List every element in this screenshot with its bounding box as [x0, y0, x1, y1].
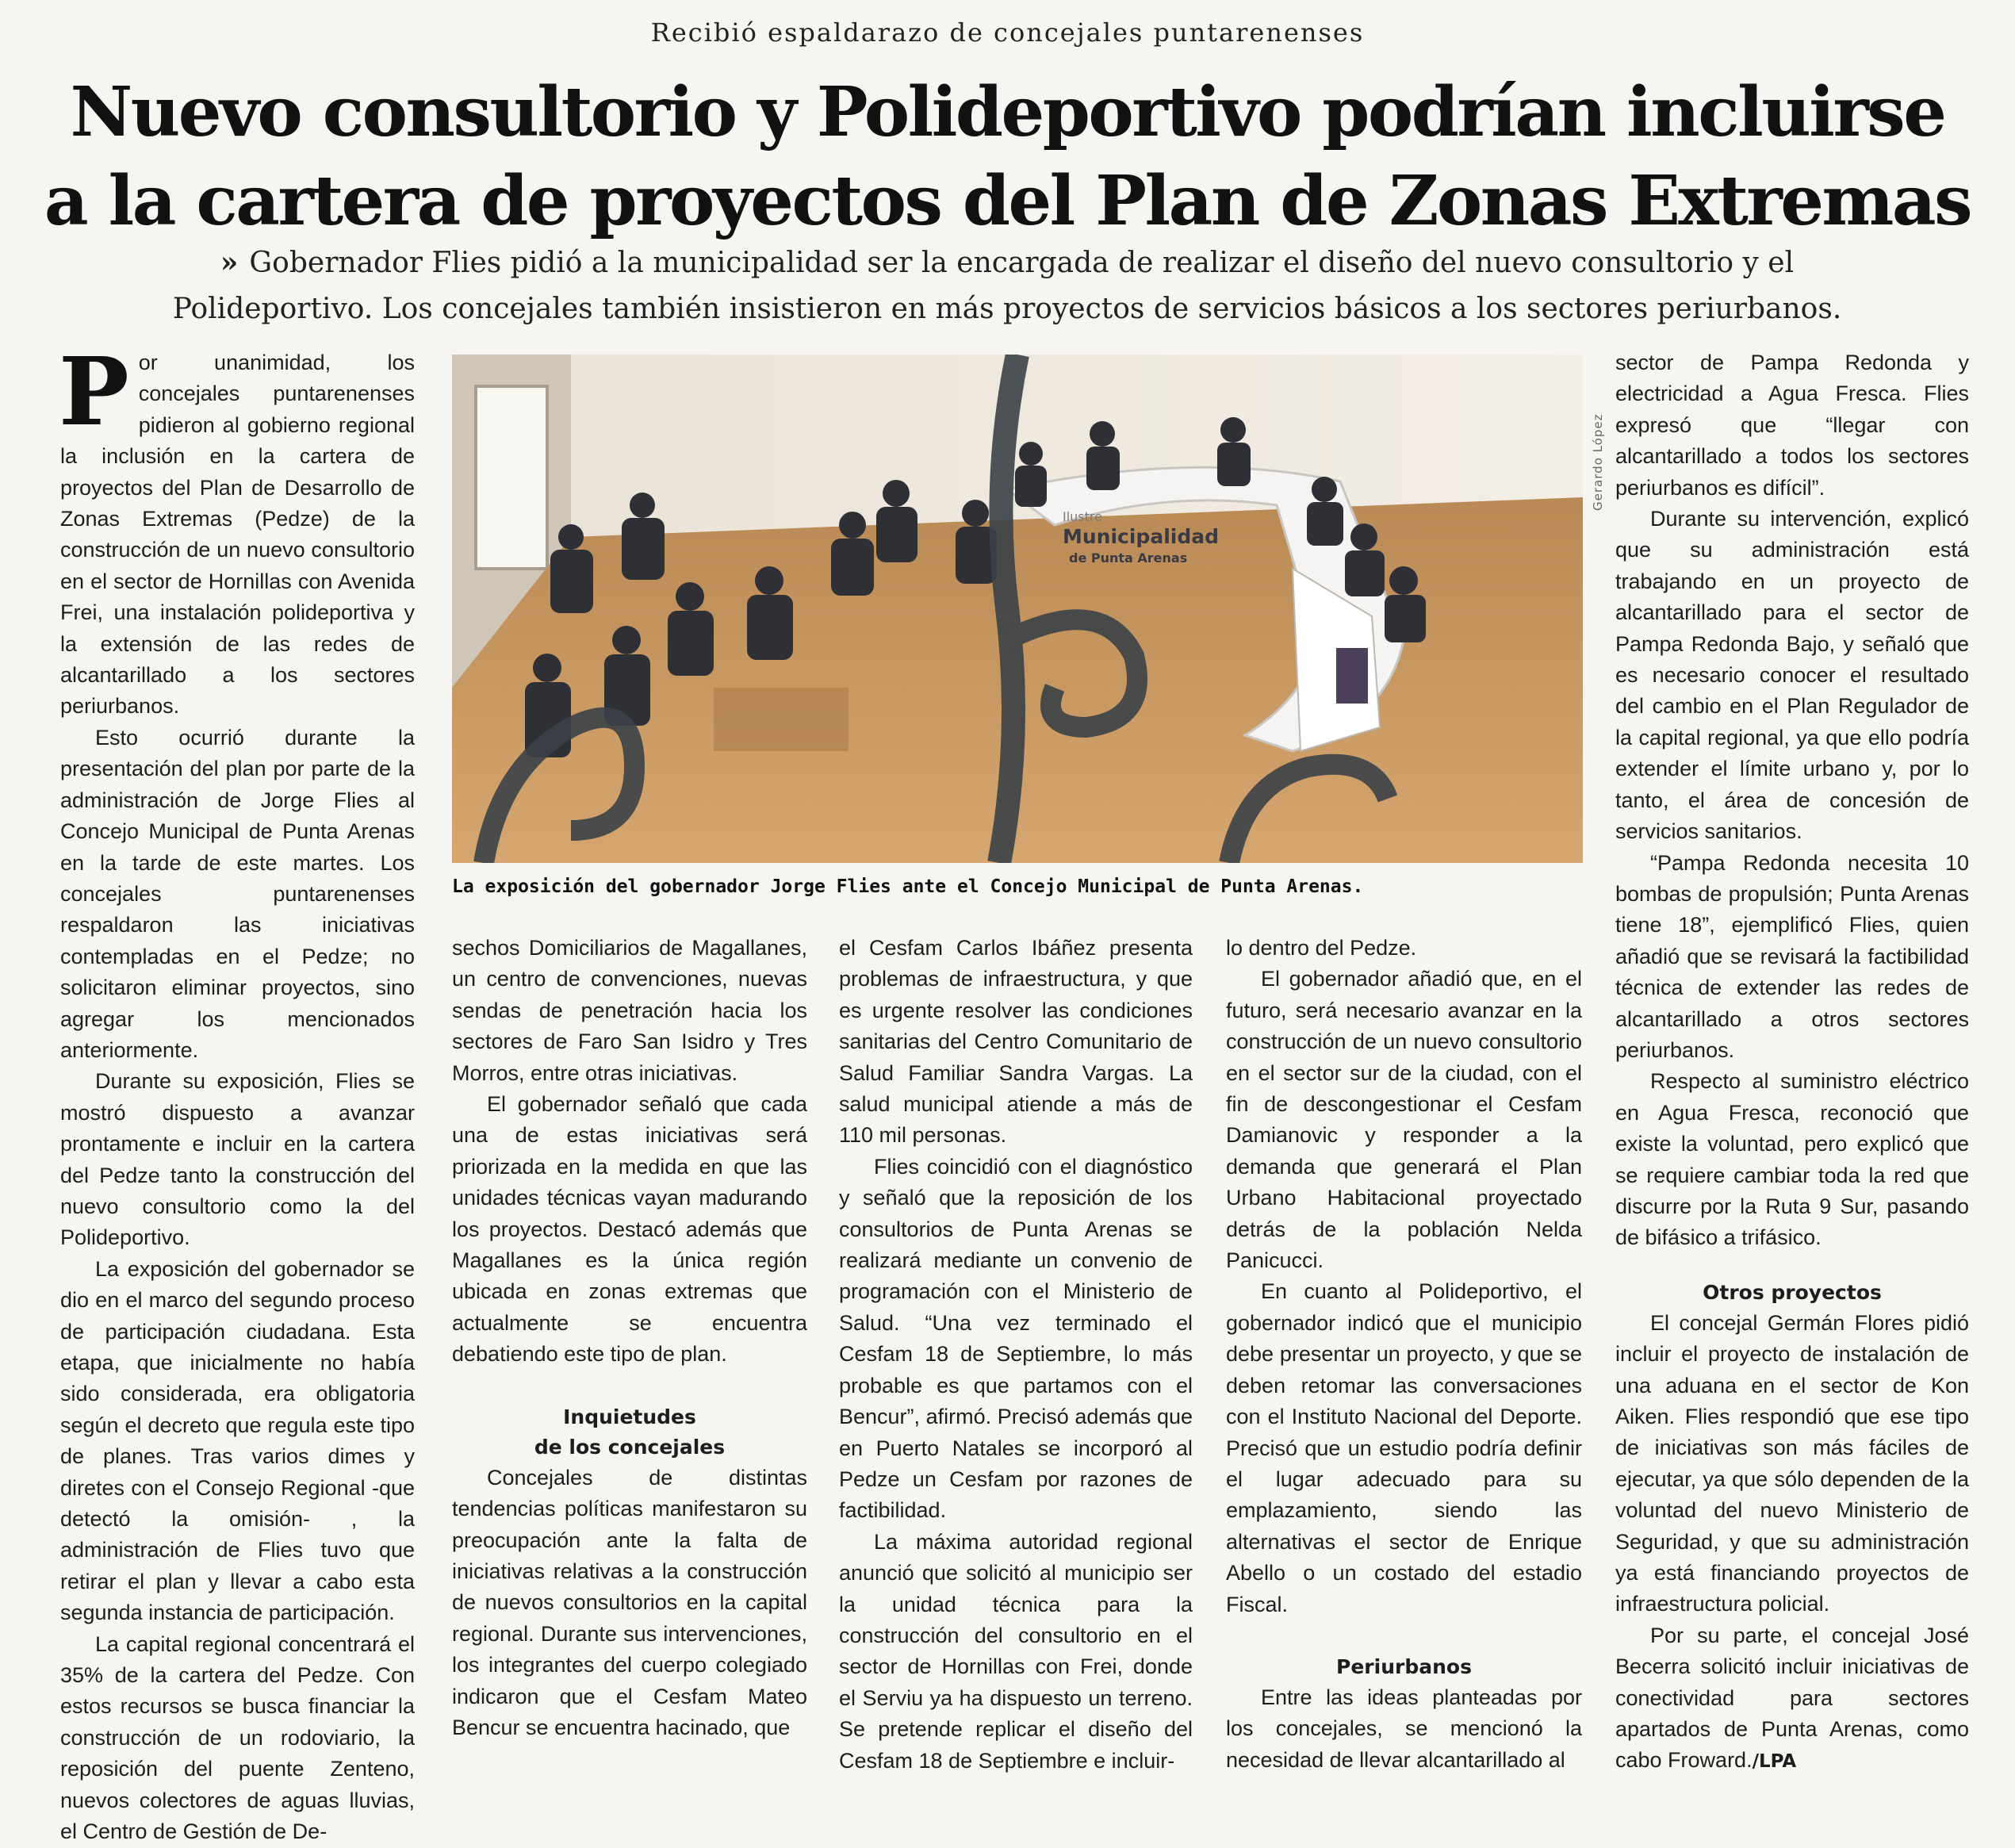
- window: [476, 386, 547, 569]
- paragraph: En cuanto al Polideportivo, el gobernador indicó que el municipio debe presentar un proyecto, y que se deben retomar las conversaciones con el Instituto Nacional del Deporte. Precisó que un estudio podría definir el lugar adecuado para su emplazamiento, siendo las alternativas el sector de Enrique Abello o un costado del estadio Fiscal.: [1226, 1279, 1582, 1616]
- headline: [32, 68, 1983, 246]
- photo-illustration: [452, 355, 1583, 863]
- article-photo: [452, 355, 1583, 863]
- body-column-2: [452, 933, 807, 1743]
- paragraph: sector de Pampa Redonda y electricidad a Agua Fresca. Flies expresó que “llegar con alcantarillado a todos los sectores periurbanos es difícil”.: [1615, 351, 1969, 500]
- deck-chevron-icon: »: [220, 246, 239, 279]
- subheading-line: de los concejales: [534, 1435, 726, 1459]
- banner-text-1: Ilustre: [1063, 509, 1102, 524]
- photo-credit: Gerardo López: [1591, 413, 1605, 511]
- photo-caption: La exposición del gobernador Jorge Flies ante el Concejo Municipal de Punta Arenas.: [452, 876, 1364, 897]
- panel-logo: [1336, 648, 1368, 704]
- paragraph: La exposición del gobernador se dio en el marco del segundo proceso de participación ciudadana. Esta etapa, que inicialmente no había sido considerada, era obligatoria según el decreto que regula este tipo de planes. Tras varios dimes y diretes con el Consejo Regional -que detectó la omisión- , la administración de Flies tuvo que retirar el plan y llevar a cabo esta segunda instancia de participación.: [60, 1256, 415, 1625]
- banner-text-3: de Punta Arenas: [1069, 550, 1188, 566]
- paragraph: “Pampa Redonda necesita 10 bombas de propulsión; Punta Arenas tiene 18”, ejemplificó Flies, quien añadió que se revisará la factibilidad técnica de extender las redes de alcantarillado a otros sectores periurbanos.: [1615, 850, 1969, 1062]
- body-column-1: [59, 336, 415, 1848]
- paragraph: La máxima autoridad regional anunció que solicitó al municipio ser la unidad técnica para la construcción del consultorio en el sector de Hornillas con Frei, donde el Serviu ya ha dispuesto un terreno. Se pretende replicar el diseño del Cesfam 18 de Septiembre e incluir-: [839, 1529, 1193, 1773]
- paragraph: Flies coincidió con el diagnóstico y señaló que la reposición de los consultorios de Punta Arenas se realizará mediante un convenio de programación con el Ministerio de Salud. “Una vez terminado el Cesfam 18 de Septiembre, lo más probable es que partamos con el Bencur”, afirmó. Precisó además que en Puerto Natales se incorporó al Pedze un Cesfam por razones de factibilidad.: [839, 1154, 1193, 1523]
- paragraph: Esto ocurrió durante la presentación del plan por parte de la administración de Jorge Flies al Concejo Municipal de Punta Arenas en la tarde de este martes. Los concejales puntarenenses respaldaron las iniciativas contempladas en el Pedze; no solicitaron eliminar proyectos, sino agregar los mencionados anteriormente.: [60, 725, 415, 1062]
- paragraph: el Cesfam Carlos Ibáñez presenta problemas de infraestructura, y que es urgente resolver las condiciones sanitarias del Centro Comunitario de Salud Familiar Sandra Vargas. La salud municipal atiende a más de 110 mil personas.: [839, 936, 1193, 1148]
- headline-line-2: a la cartera de proyectos del Plan de Zonas Extremas: [44, 161, 1971, 241]
- body-column-3: [839, 933, 1193, 1777]
- small-table: [714, 688, 849, 751]
- paragraph-text: Por su parte, el concejal José Becerra solicitó incluir iniciativas de conectividad para sectores apartados de Punta Arenas, como cabo Froward.: [1615, 1623, 1969, 1773]
- paragraph: El concejal Germán Flores pidió incluir el proyecto de instalación de una aduana en el sector de Kon Aiken. Flies respondió que ese tipo de iniciativas son más fáciles de ejecutar, ya que sólo dependen de la voluntad del nuevo Ministerio de Seguridad, y que su administración ya está financiando proyectos de infraestructura policial.: [1615, 1310, 1969, 1616]
- signature: /LPA: [1752, 1751, 1797, 1773]
- subheading-line: Inquietudes: [563, 1405, 696, 1428]
- subheading-otros-proyectos: Otros proyectos: [1703, 1280, 1882, 1304]
- body-column-5: [1615, 347, 1969, 1778]
- banner-text-2: Municipalidad: [1063, 525, 1219, 548]
- subheading-periurbanos: Periurbanos: [1336, 1654, 1472, 1678]
- paragraph: Concejales de distintas tendencias políticas manifestaron su preocupación ante la falta de iniciativas relativas a la construcción de nuevos consultorios en la capital regional. Durante sus intervenciones, los integrantes del cuerpo colegiado indicaron que el Cesfam Mateo Bencur se encuentra hacinado, que: [452, 1465, 807, 1739]
- drop-cap: P: [59, 336, 129, 447]
- deck-text: Gobernador Flies pidió a la municipalidad ser la encargada de realizar el diseño del nuevo consultorio y el Polideportivo. Los concejales también insistieron en más proyectos de servicios básicos a los sectores periurbanos.: [172, 247, 1842, 325]
- paragraph: Entre las ideas planteadas por los concejales, se mencionó la necesidad de llevar alcantarillado al: [1226, 1685, 1582, 1772]
- paragraph: La capital regional concentrará el 35% de la cartera del Pedze. Con estos recursos se busca financiar la construcción de un rodoviario, la reposición del puente Zenteno, nuevos colectores de aguas lluvias, el Centro de Gestión de De-: [60, 1631, 415, 1844]
- paragraph: or unanimidad, los concejales puntarenenses pidieron al gobierno regional la inclusión en la cartera de proyectos del Plan de Desarrollo de Zonas Extremas (Pedze) de la construcción de un nuevo consultorio en el sector de Hornillas con Avenida Frei, una instalación polideportiva y la extensión de las redes de alcantarillado a los sectores periurbanos.: [60, 351, 415, 719]
- body-column-4: [1226, 933, 1582, 1776]
- subheading-inquietudes: [452, 1402, 807, 1463]
- headline-line-1: Nuevo consultorio y Polideportivo podrían incluirse: [70, 72, 1945, 152]
- paragraph: lo dentro del Pedze.: [1226, 936, 1417, 960]
- paragraph: El gobernador añadió que, en el futuro, será necesario avanzar en la construcción de un nuevo consultorio en el sector sur de la ciudad, con el fin de descongestionar el Cesfam Damianovic y responder a la demanda que generará el Plan Urbano Habitacional proyectado detrás de la población Nelda Panicucci.: [1226, 967, 1582, 1273]
- deck: [143, 240, 1871, 332]
- paragraph: Durante su exposición, Flies se mostró dispuesto a avanzar prontamente e incluir en la cartera del Pedze tanto la construcción del nuevo consultorio como la del Polideportivo.: [60, 1069, 415, 1250]
- paragraph: [1615, 1620, 1969, 1778]
- paragraph: Durante su intervención, explicó que su administración está trabajando en un proyecto de alcantarillado para el sector de Pampa Redonda Bajo, y señaló que es necesario conocer el resultado del cambio en el Plan Regulador de la capital regional, ya que ello podría extender el límite urbano y, por lo tanto, el área de concesión de servicios sanitarios.: [1615, 507, 1969, 844]
- paragraph: sechos Domiciliarios de Magallanes, un centro de convenciones, nuevas sendas de penetración hacia los sectores de Faro San Isidro y Tres Morros, entre otras iniciativas.: [452, 936, 807, 1085]
- paragraph: El gobernador señaló que cada una de estas iniciativas será priorizada en la medida en que las unidades técnicas vayan madurando los proyectos. Destacó además que Magallanes es la única región ubicada en zonas extremas que actualmente se encuentra debatiendo este tipo de plan.: [452, 1092, 807, 1367]
- kicker: Recibió espaldarazo de concejales puntarenenses: [650, 17, 1365, 48]
- paragraph: Respecto al suministro eléctrico en Agua Fresca, reconoció que existe la voluntad, pero explicó que se requiere cambiar toda la red que discurre por la Ruta 9 Sur, pasando de bifásico a trifásico.: [1615, 1069, 1969, 1250]
